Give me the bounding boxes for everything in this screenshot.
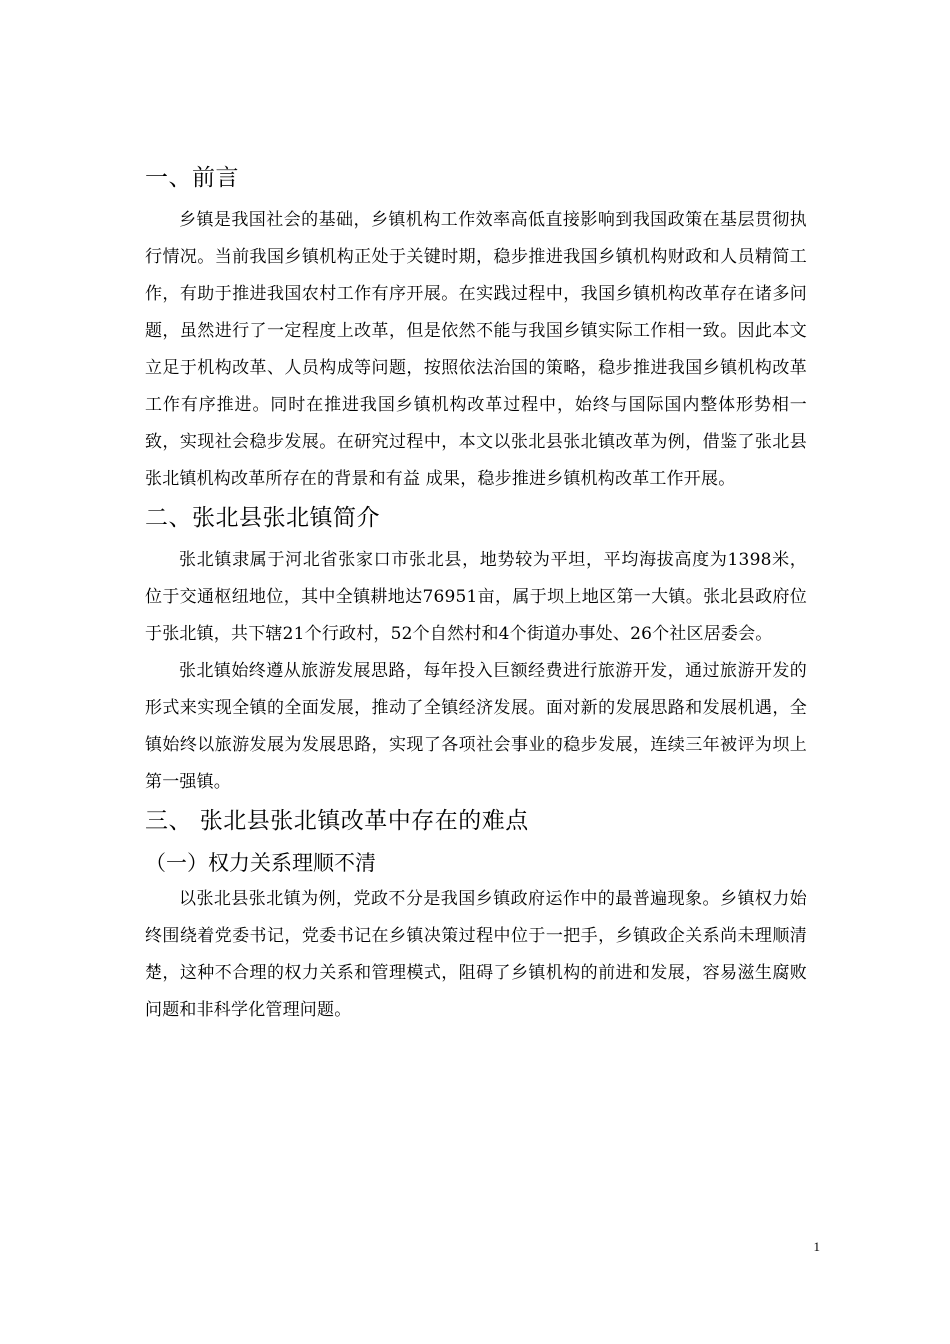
paragraph-town-overview: 张北镇隶属于河北省张家口市张北县，地势较为平坦，平均海拔高度为1398米，位于交通枢纽地位，其中全镇耕地达76951亩，属于坝上地区第一大镇。张北县政府位于张北镇，共下辖21个行政村，52个自然村和4个街道办事处、26个社区居委会。 bbox=[145, 550, 807, 644]
paragraph-power-relations: 以张北县张北镇为例，党政不分是我国乡镇政府运作中的最普遍现象。乡镇权力始终围绕着党委书记，党委书记在乡镇决策过程中位于一把手，乡镇政企关系尚未理顺清楚，这种不合理的权力关系和管理模式，阻碍了乡镇机构的前进和发展，容易滋生腐败问题和非科学化管理问题。 bbox=[145, 889, 807, 1020]
section-heading-reform-difficulties: 三、 张北县张北镇改革中存在的难点 bbox=[145, 808, 529, 834]
paragraph-preface: 乡镇是我国社会的基础，乡镇机构工作效率高低直接影响到我国政策在基层贯彻执行情况。当前我国乡镇机构正处于关键时期，稳步推进我国乡镇机构财政和人员精简工作，有助于推进我国农村工作有序开展。在实践过程中，我国乡镇机构改革存在诸多问题，虽然进行了一定程度上改革，但是依然不能与我国乡镇实际工作相一致。因此本文立足于机构改革、人员构成等问题，按照依法治国的策略，稳步推进我国乡镇机构改革工作有序推进。同时在推进我国乡镇机构改革过程中，始终与国际国内整体形势相一致，实现社会稳步发展。在研究过程中，本文以张北县张北镇改革为例，借鉴了张北县张北镇机构改革所存在的背景和有益 成果，稳步推进乡镇机构改革工作开展。 bbox=[145, 210, 807, 489]
section-heading-preface: 一、前言 bbox=[145, 165, 239, 191]
subsection-heading-power-relations: （一）权力关系理顺不清 bbox=[145, 851, 376, 875]
paragraph-town-tourism: 张北镇始终遵从旅游发展思路，每年投入巨额经费进行旅游开发，通过旅游开发的形式来实现全镇的全面发展，推动了全镇经济发展。面对新的发展思路和发展机遇，全镇始终以旅游发展为发展思路，实现了各项社会事业的稳步发展，连续三年被评为坝上第一强镇。 bbox=[145, 661, 807, 792]
document-body bbox=[145, 158, 807, 1029]
section-heading-town-intro: 二、张北县张北镇简介 bbox=[145, 505, 380, 531]
page-number: 1 bbox=[813, 1239, 820, 1254]
